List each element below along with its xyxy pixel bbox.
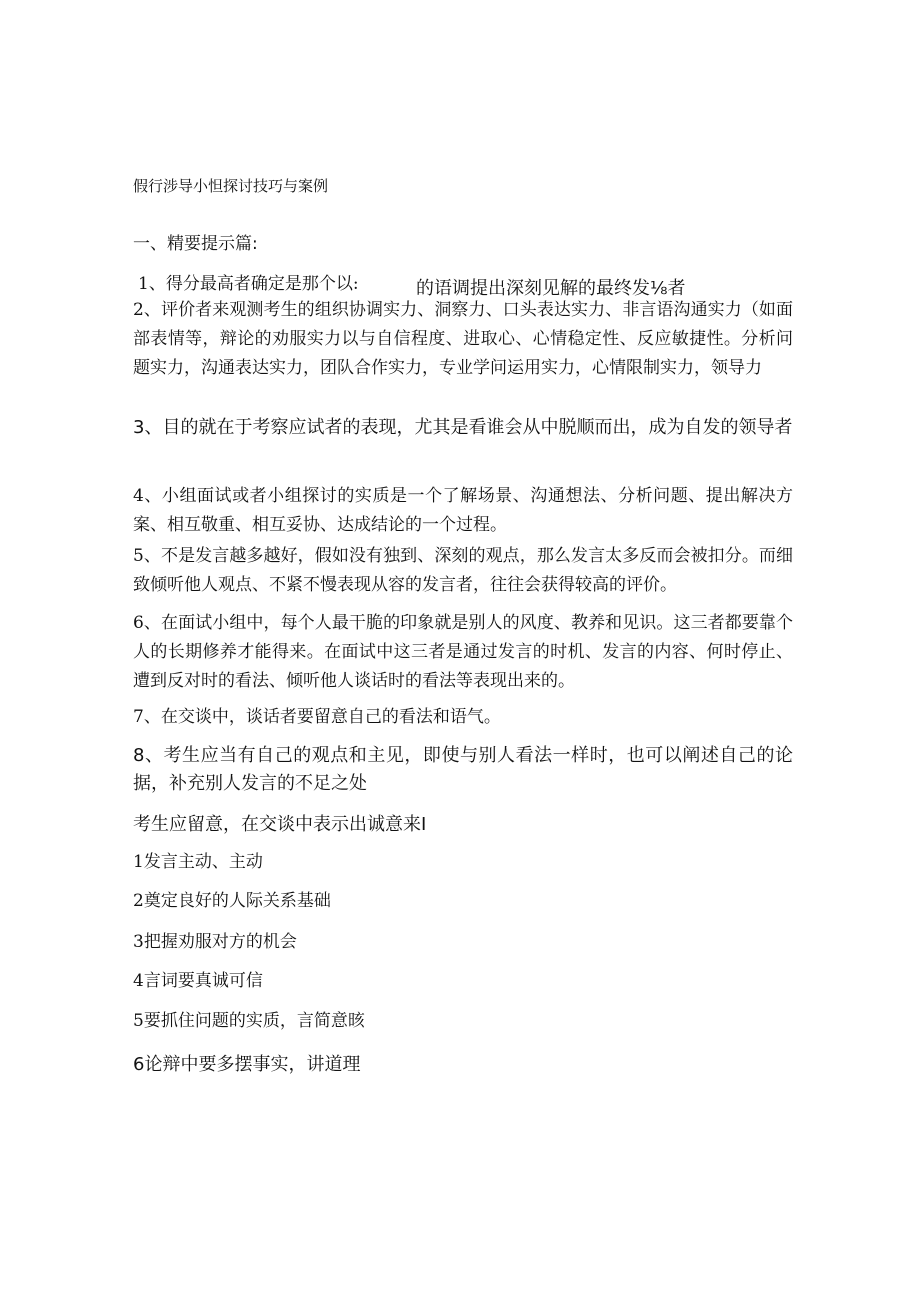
point-4: 4、小组面试或者小组探讨的实质是一个了解场景、沟通想法、分析问题、提出解决方案、相互敬重、相互妥协、达成结论的一个过程。 <box>133 486 793 535</box>
point-7: 7、在交谈中，谈话者要留意自己的看法和语气。 <box>133 707 501 727</box>
point-8: 8、考生应当有自己的观点和主见，即使与别人看法一样时，也可以阐述自己的论据，补充别人发言的不足之处 <box>133 745 793 794</box>
section-heading: 一、精要提示篇: <box>133 234 258 254</box>
tip-item: 5要抓住问题的实质，言简意晐 <box>133 1011 365 1031</box>
tip-item: 3把握劝服对方的机会 <box>133 932 297 952</box>
point-2: 2、评价者来观测考生的组织协调实力、洞察力、口头表达实力、非言语沟通实力（如面部表情等，辩论的劝服实力以与自信程度、进取心、心情稳定性、反应敏捷性。分析问题实力，沟通表达实力，团队合作实力，专业学问运用实力，心情限制实力，领导力 <box>133 300 793 378</box>
sincerity-note: 考生应留意，在交谈中表示出诚意来I <box>133 814 427 835</box>
point-6: 6、在面试小组中，每个人最干脆的印象就是别人的风度、教养和见识。这三者都要靠个人的长期修养才能得来。在面试中这三者是通过发言的时机、发言的内容、何时停止、遭到反对时的看法、倾听他人谈话时的看法等表现出来的。 <box>133 613 793 691</box>
tip-item: 4言词要真诚可信 <box>133 971 263 991</box>
document-title: 假行涉导小怛探讨技巧与案例 <box>133 177 329 195</box>
tip-item: 2奠定良好的人际关系基础 <box>133 891 331 911</box>
tip-item: 1发言主动、主动 <box>133 852 263 872</box>
tip-item: 6论辩中要多摆事实，讲道理 <box>133 1054 361 1075</box>
point-3: 3、目的就在于考察应试者的表现，尤其是看谁会从中脱顺而出，成为自发的领导者 <box>133 417 793 438</box>
point-1-part-b: 的语调提出深刻见解的最终发⅛者 <box>416 278 686 299</box>
point-1-part-a: 1、得分最高者确定是那个以: <box>138 274 359 294</box>
point-5: 5、不是发言越多越好，假如没有独到、深刻的观点，那么发言太多反而会被扣分。而细致倾听他人观点、不紧不慢表现从容的发言者，往往会获得较高的评价。 <box>133 546 793 595</box>
